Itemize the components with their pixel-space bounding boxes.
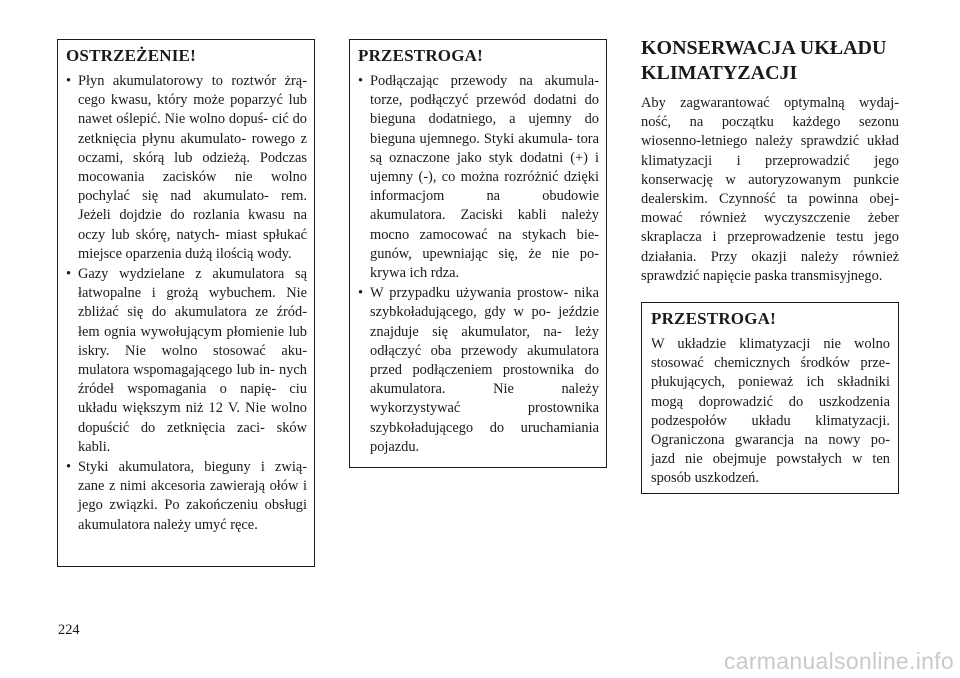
list-item: • Styki akumulatora, bieguny i zwią- zane z nimi akcesoria zawierają ołów i jego związki. Po zakończeniu obsługi akumulatora należy umyć ręce. xyxy=(66,459,307,533)
warning-list xyxy=(66,72,307,535)
list-item: • Gazy wydzielane z akumulatora są łatwopalne i grożą wybuchem. Nie zbliżać się do akumulatora ze źród- łem ognia wywołującym płomienie lub iskry. Nie wolno stosować aku- mulatora wspomagającego lub in- nych źródeł wspomagania o napię- ciu układu większym niż 12 V. Nie wolno dopuścić do zetknięcia zaci- sków kabli. xyxy=(66,266,307,455)
section-heading: KONSERWACJA UKŁADU KLIMATYZACJI xyxy=(641,37,887,84)
bullet-icon: • xyxy=(358,285,364,302)
bullet-icon: • xyxy=(66,73,72,89)
list-item: • Płyn akumulatorowy to roztwór żrą- cego kwasu, który może poparzyć lub nawet oślepić. Nie wolno dopuś- cić do zetknięcia płynu akumulato- rowego z oczami, skórą lub odzieżą. Podczas mocowania zacisków nie wolno pochylać się nad akumulato- rem. Jeżeli dojdzie do rozlania kwasu na oczy lub skórę, natych- miast spłukać miejsce oparzenia dużą ilością wody. xyxy=(66,73,307,262)
caution-title: PRZESTROGA! xyxy=(358,46,483,65)
list-item: • Podłączając przewody na akumula- torze, podłączyć przewód dodatni do bieguna dodatniego, a ujemny do bieguna ujemnego. Styki akumula- tora są oznaczone jako styk dodatni (+) i ujemny (-), co można rozróżnić dzięki informacjom na obudowie akumulatora. Zaciski kabli należy mocno zamocować na stykach bie- gunów, upewniając się, że nie po- krywa ich rdza. xyxy=(358,73,599,282)
caution-box-battery xyxy=(349,39,607,468)
section-paragraph: Aby zagwarantować optymalną wydaj- ność, na początku każdego sezonu wiosenno-letniego należy sprawdzić układ klimatyzacji i przeprowadzić jego konserwację w autoryzowanym punkcie dealerskim. Czynność ta powinna obej- mować również wyczyszczenie żeber skraplacza i przeprowadzenie testu jego działania. Przy okazji należy również sprawdzić napięcie paska transmisyjnego. xyxy=(641,95,899,284)
bullet-icon: • xyxy=(358,73,364,89)
list-item: • W przypadku używania prostow- nika szybkoładującego, gdy w po- jeździe znajduje się akumulator, na- leży odłączyć oba przewody akumulatora przed podłączeniem prostownika do akumulatora. Nie należy wykorzystywać prostownika szybkoładującego do uruchamiania pojazdu. xyxy=(358,285,599,455)
warning-title: OSTRZEŻENIE! xyxy=(66,46,196,65)
watermark: carmanualsonline.info xyxy=(723,648,954,674)
bullet-icon: • xyxy=(66,266,72,283)
caution-paragraph: W układzie klimatyzacji nie wolno stosować chemicznych środków prze- płukujących, ponieważ ich składniki mogą doprowadzić do uszkodzenia podzespołów układu klimatyzacji. Ograniczona gwarancja na nowy po- jazd nie obejmuje powstałych w ten sposób uszkodzeń. xyxy=(651,336,890,487)
caution-box-ac xyxy=(641,302,899,494)
page-number: 224 xyxy=(58,622,80,638)
caution-title: PRZESTROGA! xyxy=(651,309,776,328)
warning-box xyxy=(57,39,315,567)
bullet-icon: • xyxy=(66,459,72,476)
caution-list xyxy=(358,72,599,457)
